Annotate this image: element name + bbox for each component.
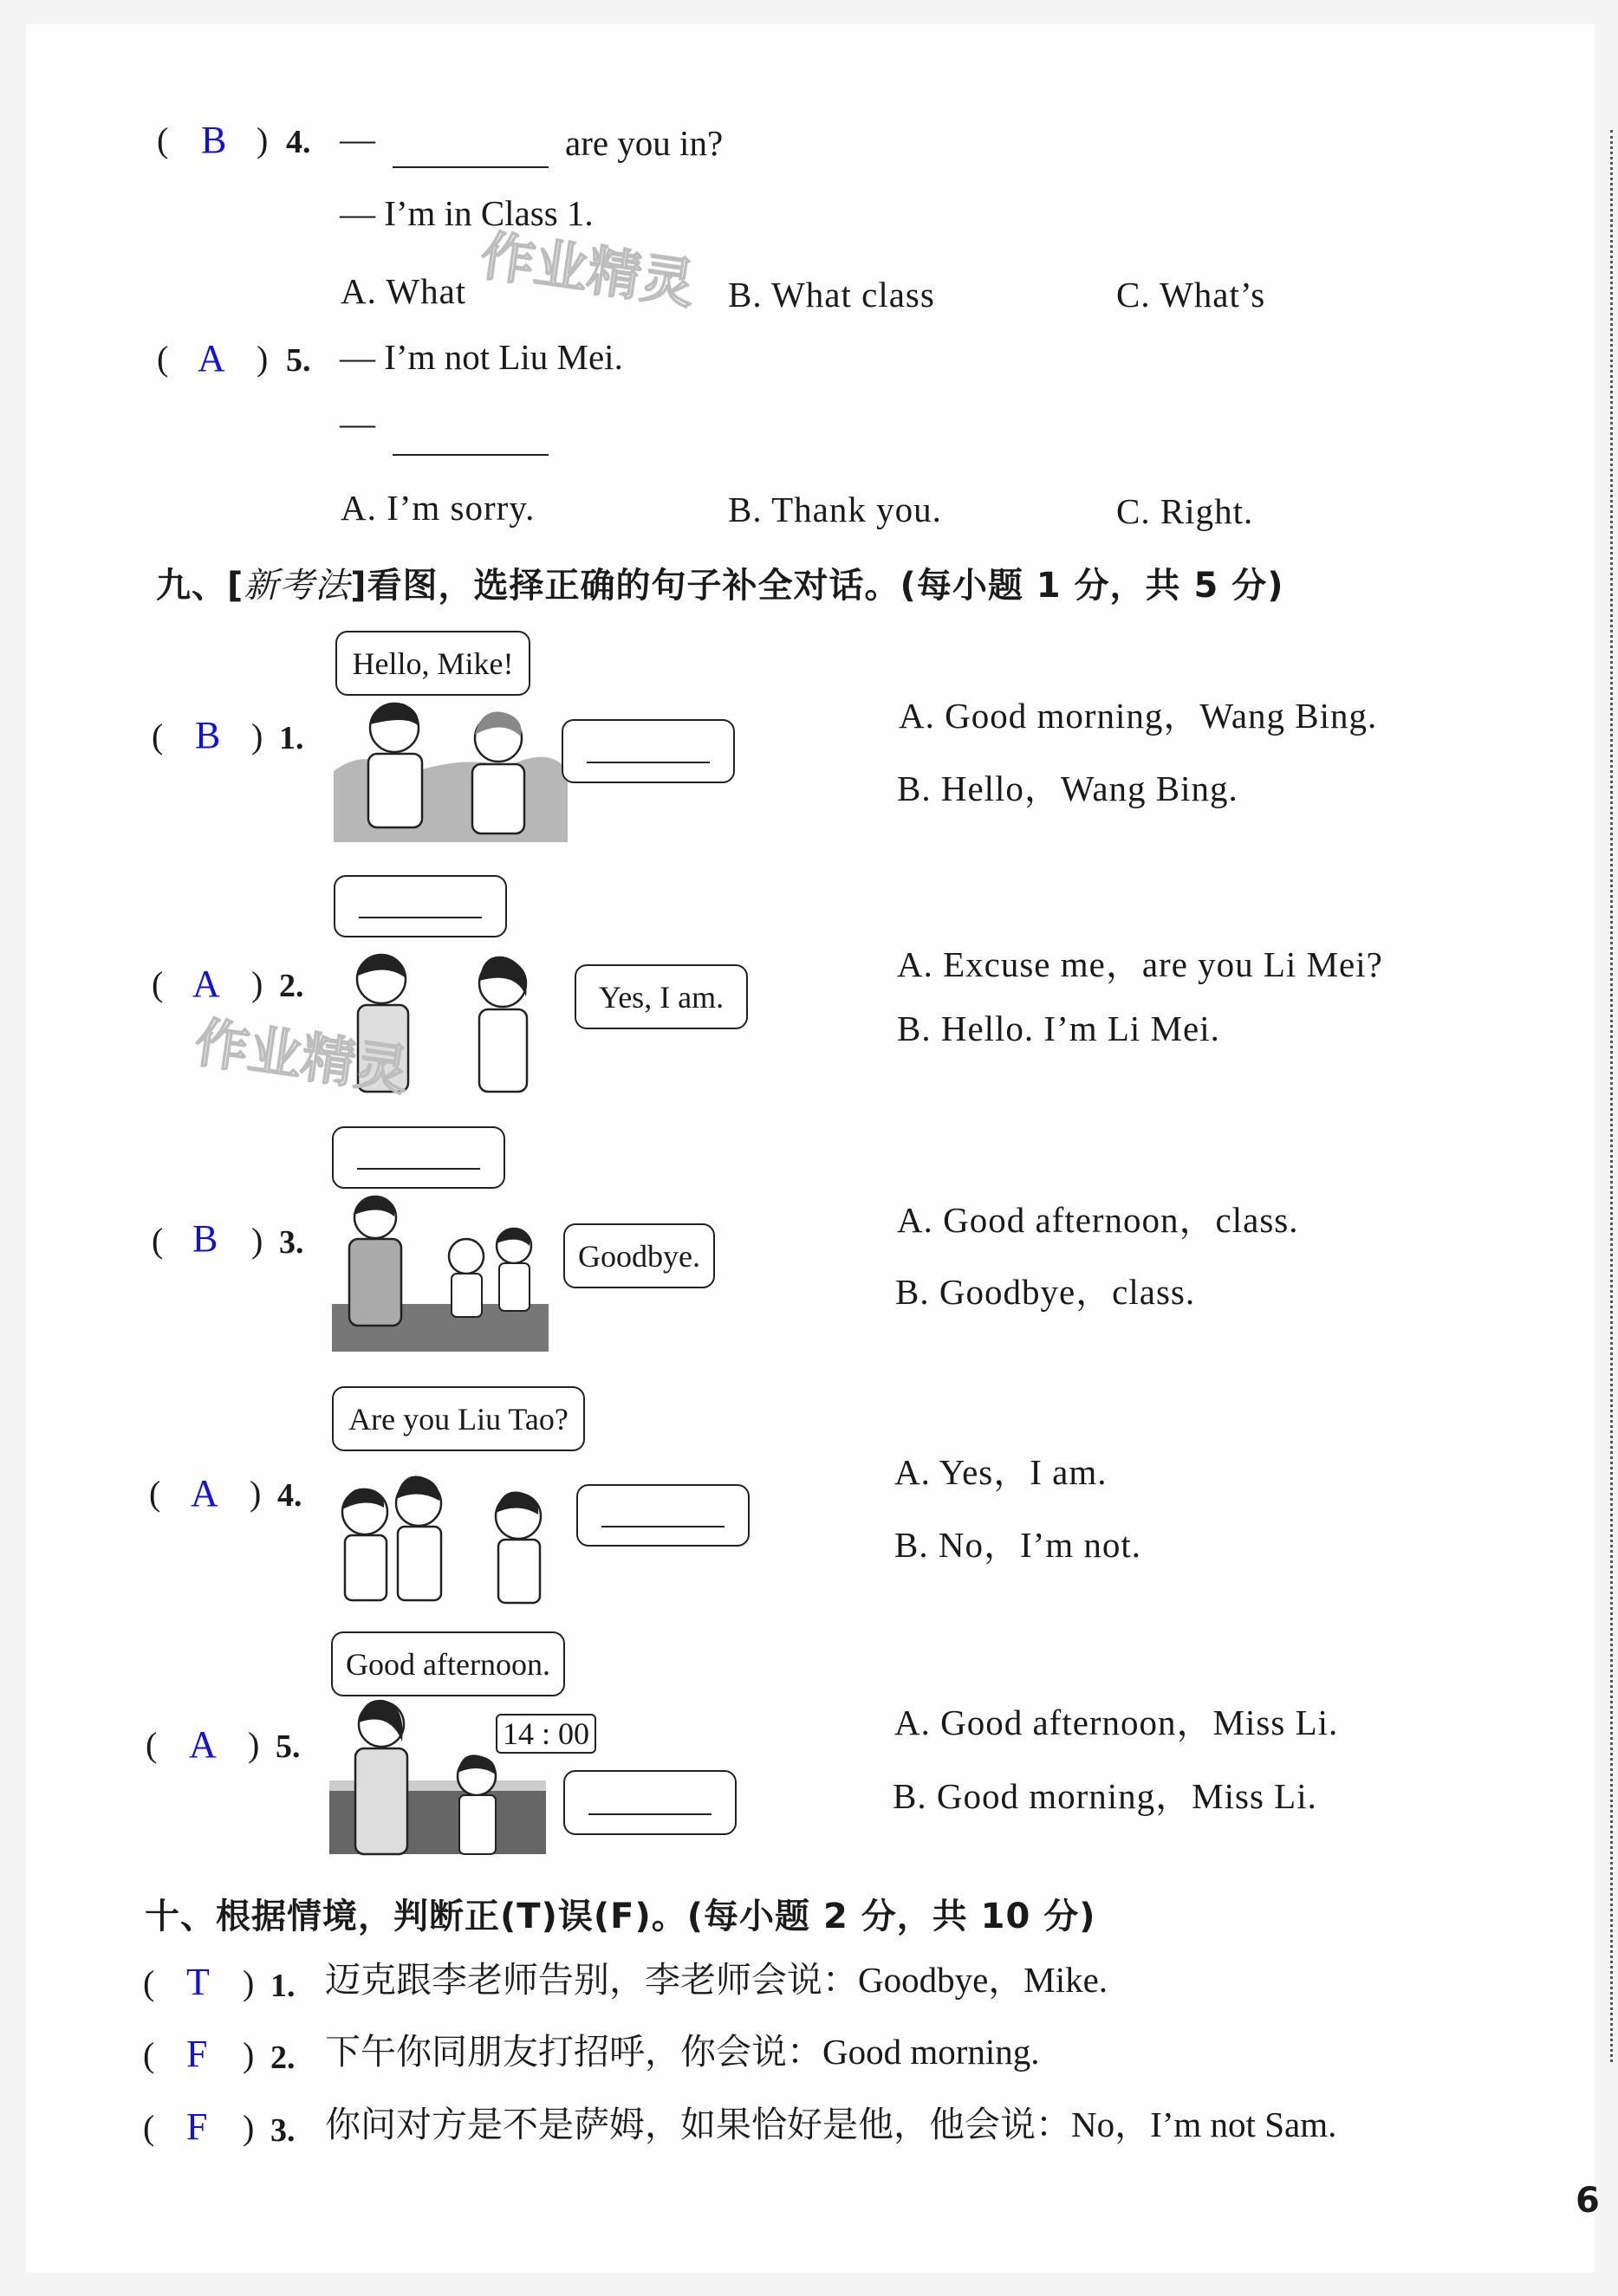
bubble-text: Yes, I am. xyxy=(598,979,725,1015)
paren-open: ( xyxy=(152,717,164,756)
question-number: 4. xyxy=(286,124,311,160)
answer-value: B xyxy=(195,714,221,756)
answer-value: B xyxy=(192,1217,218,1260)
speech-bubble xyxy=(335,631,530,696)
section-9-heading xyxy=(156,558,1284,607)
paren-close: ) xyxy=(257,120,269,159)
answer-bubble-blank xyxy=(576,1484,750,1547)
question-number: 5. xyxy=(286,342,311,379)
item-number: 5. xyxy=(276,1728,301,1765)
answer-value: A xyxy=(198,337,225,379)
paren-close: ) xyxy=(248,1725,260,1764)
heading-prefix: 九、[ xyxy=(156,566,244,606)
paren-close: ) xyxy=(251,964,263,1003)
question-text: are you in? xyxy=(565,123,724,163)
paren-open: ( xyxy=(152,1221,164,1260)
speech-bubble xyxy=(575,964,748,1029)
answer-bubble-blank xyxy=(332,1126,505,1189)
answer-bubble-blank xyxy=(563,1770,737,1835)
item-number: 2. xyxy=(279,968,304,1004)
paren-open: ( xyxy=(143,2035,155,2074)
option-a: A. Good afternoon，class. xyxy=(897,1200,1299,1240)
paren-open: ( xyxy=(149,1474,161,1513)
paren-close: ) xyxy=(250,1474,262,1513)
option-b: B. Goodbye，class. xyxy=(895,1272,1196,1312)
answer-blank xyxy=(393,425,549,456)
paren-close: ) xyxy=(251,1221,263,1260)
heading-main: ]看图，选择正确的句子补全对话。(每小题 1 分，共 5 分) xyxy=(350,566,1284,606)
answer-blank xyxy=(393,130,549,168)
bubble-text: Hello, Mike! xyxy=(352,645,514,681)
item-text: 下午你同朋友打招呼，你会说：Good morning. xyxy=(325,2032,1040,2072)
answer-value: B xyxy=(201,119,227,161)
option-a: A. What xyxy=(341,271,467,311)
paren-close: ) xyxy=(243,2035,255,2074)
answer-value: A xyxy=(192,963,220,1005)
watermark: 作业精灵 xyxy=(477,224,699,316)
paren-close: ) xyxy=(243,1963,255,2002)
dash: — xyxy=(340,119,375,159)
cut-line-divider xyxy=(1610,130,1613,2062)
answer-value: A xyxy=(189,1723,217,1766)
section-10-heading: 十、根据情境，判断正(T)误(F)。(每小题 2 分，共 10 分) xyxy=(145,1897,1096,1936)
option-a: A. Excuse me，are you Li Mei? xyxy=(897,944,1383,984)
bubble-text: Goodbye. xyxy=(578,1238,700,1274)
speech-bubble xyxy=(331,1631,565,1696)
paren-open: ( xyxy=(143,2108,155,2147)
option-c: C. Right. xyxy=(1116,491,1254,531)
item-number: 1. xyxy=(279,720,304,756)
dash: — xyxy=(340,403,375,443)
watermark: 作业精灵 xyxy=(191,1010,413,1103)
illustration-three-students xyxy=(332,1473,557,1603)
answer-value: A xyxy=(191,1472,218,1514)
answer-value: T xyxy=(186,1961,210,2003)
illustration-two-boys xyxy=(334,693,568,842)
option-c: C. What’s xyxy=(1116,275,1266,315)
page-number: 6 xyxy=(1576,2181,1600,2221)
paren-open: ( xyxy=(157,120,169,159)
item-number: 3. xyxy=(270,2112,296,2149)
item-number: 4. xyxy=(277,1477,302,1514)
paren-close: ) xyxy=(251,717,263,756)
option-b: B. Hello，Wang Bing. xyxy=(897,769,1238,808)
option-b: B. No，I’m not. xyxy=(894,1525,1142,1565)
item-number: 3. xyxy=(279,1224,304,1261)
item-number: 2. xyxy=(270,2040,296,2076)
heading-tag: 新考法 xyxy=(244,566,351,606)
paren-open: ( xyxy=(157,339,169,378)
paren-open: ( xyxy=(146,1725,158,1764)
speech-bubble xyxy=(563,1223,715,1288)
option-a: A. Good afternoon，Miss Li. xyxy=(894,1703,1339,1742)
paren-close: ) xyxy=(257,339,269,378)
clock-display: 14 : 00 xyxy=(496,1714,596,1754)
item-text: 迈克跟李老师告别，李老师会说：Goodbye，Mike. xyxy=(325,1960,1108,2000)
illustration-teacher-and-class xyxy=(332,1196,549,1352)
answer-bubble-blank xyxy=(334,875,507,937)
paren-open: ( xyxy=(143,1963,155,2002)
option-a: A. I’m sorry. xyxy=(341,488,536,528)
option-b: B. Hello. I’m Li Mei. xyxy=(897,1009,1220,1048)
answer-bubble-blank xyxy=(562,719,735,783)
paren-open: ( xyxy=(152,964,164,1003)
bubble-text: Good afternoon. xyxy=(346,1646,550,1682)
option-a: A. Good morning，Wang Bing. xyxy=(899,696,1378,736)
answer-value: F xyxy=(186,2105,208,2148)
question-text: — I’m not Liu Mei. xyxy=(340,337,623,377)
option-b: B. Thank you. xyxy=(728,490,942,529)
paren-close: ) xyxy=(243,2108,255,2147)
item-text: 你问对方是不是萨姆，如果恰好是他，他会说：No，I’m not Sam. xyxy=(325,2105,1337,2144)
speech-bubble xyxy=(332,1386,585,1451)
reply-text: — I’m in Class 1. xyxy=(340,193,594,233)
item-number: 1. xyxy=(270,1968,296,2004)
answer-value: F xyxy=(186,2033,208,2075)
option-b: B. Good morning，Miss Li. xyxy=(893,1776,1317,1816)
bubble-text: Are you Liu Tao? xyxy=(348,1401,569,1437)
option-b: B. What class xyxy=(728,275,935,315)
option-a: A. Yes，I am. xyxy=(894,1452,1108,1492)
